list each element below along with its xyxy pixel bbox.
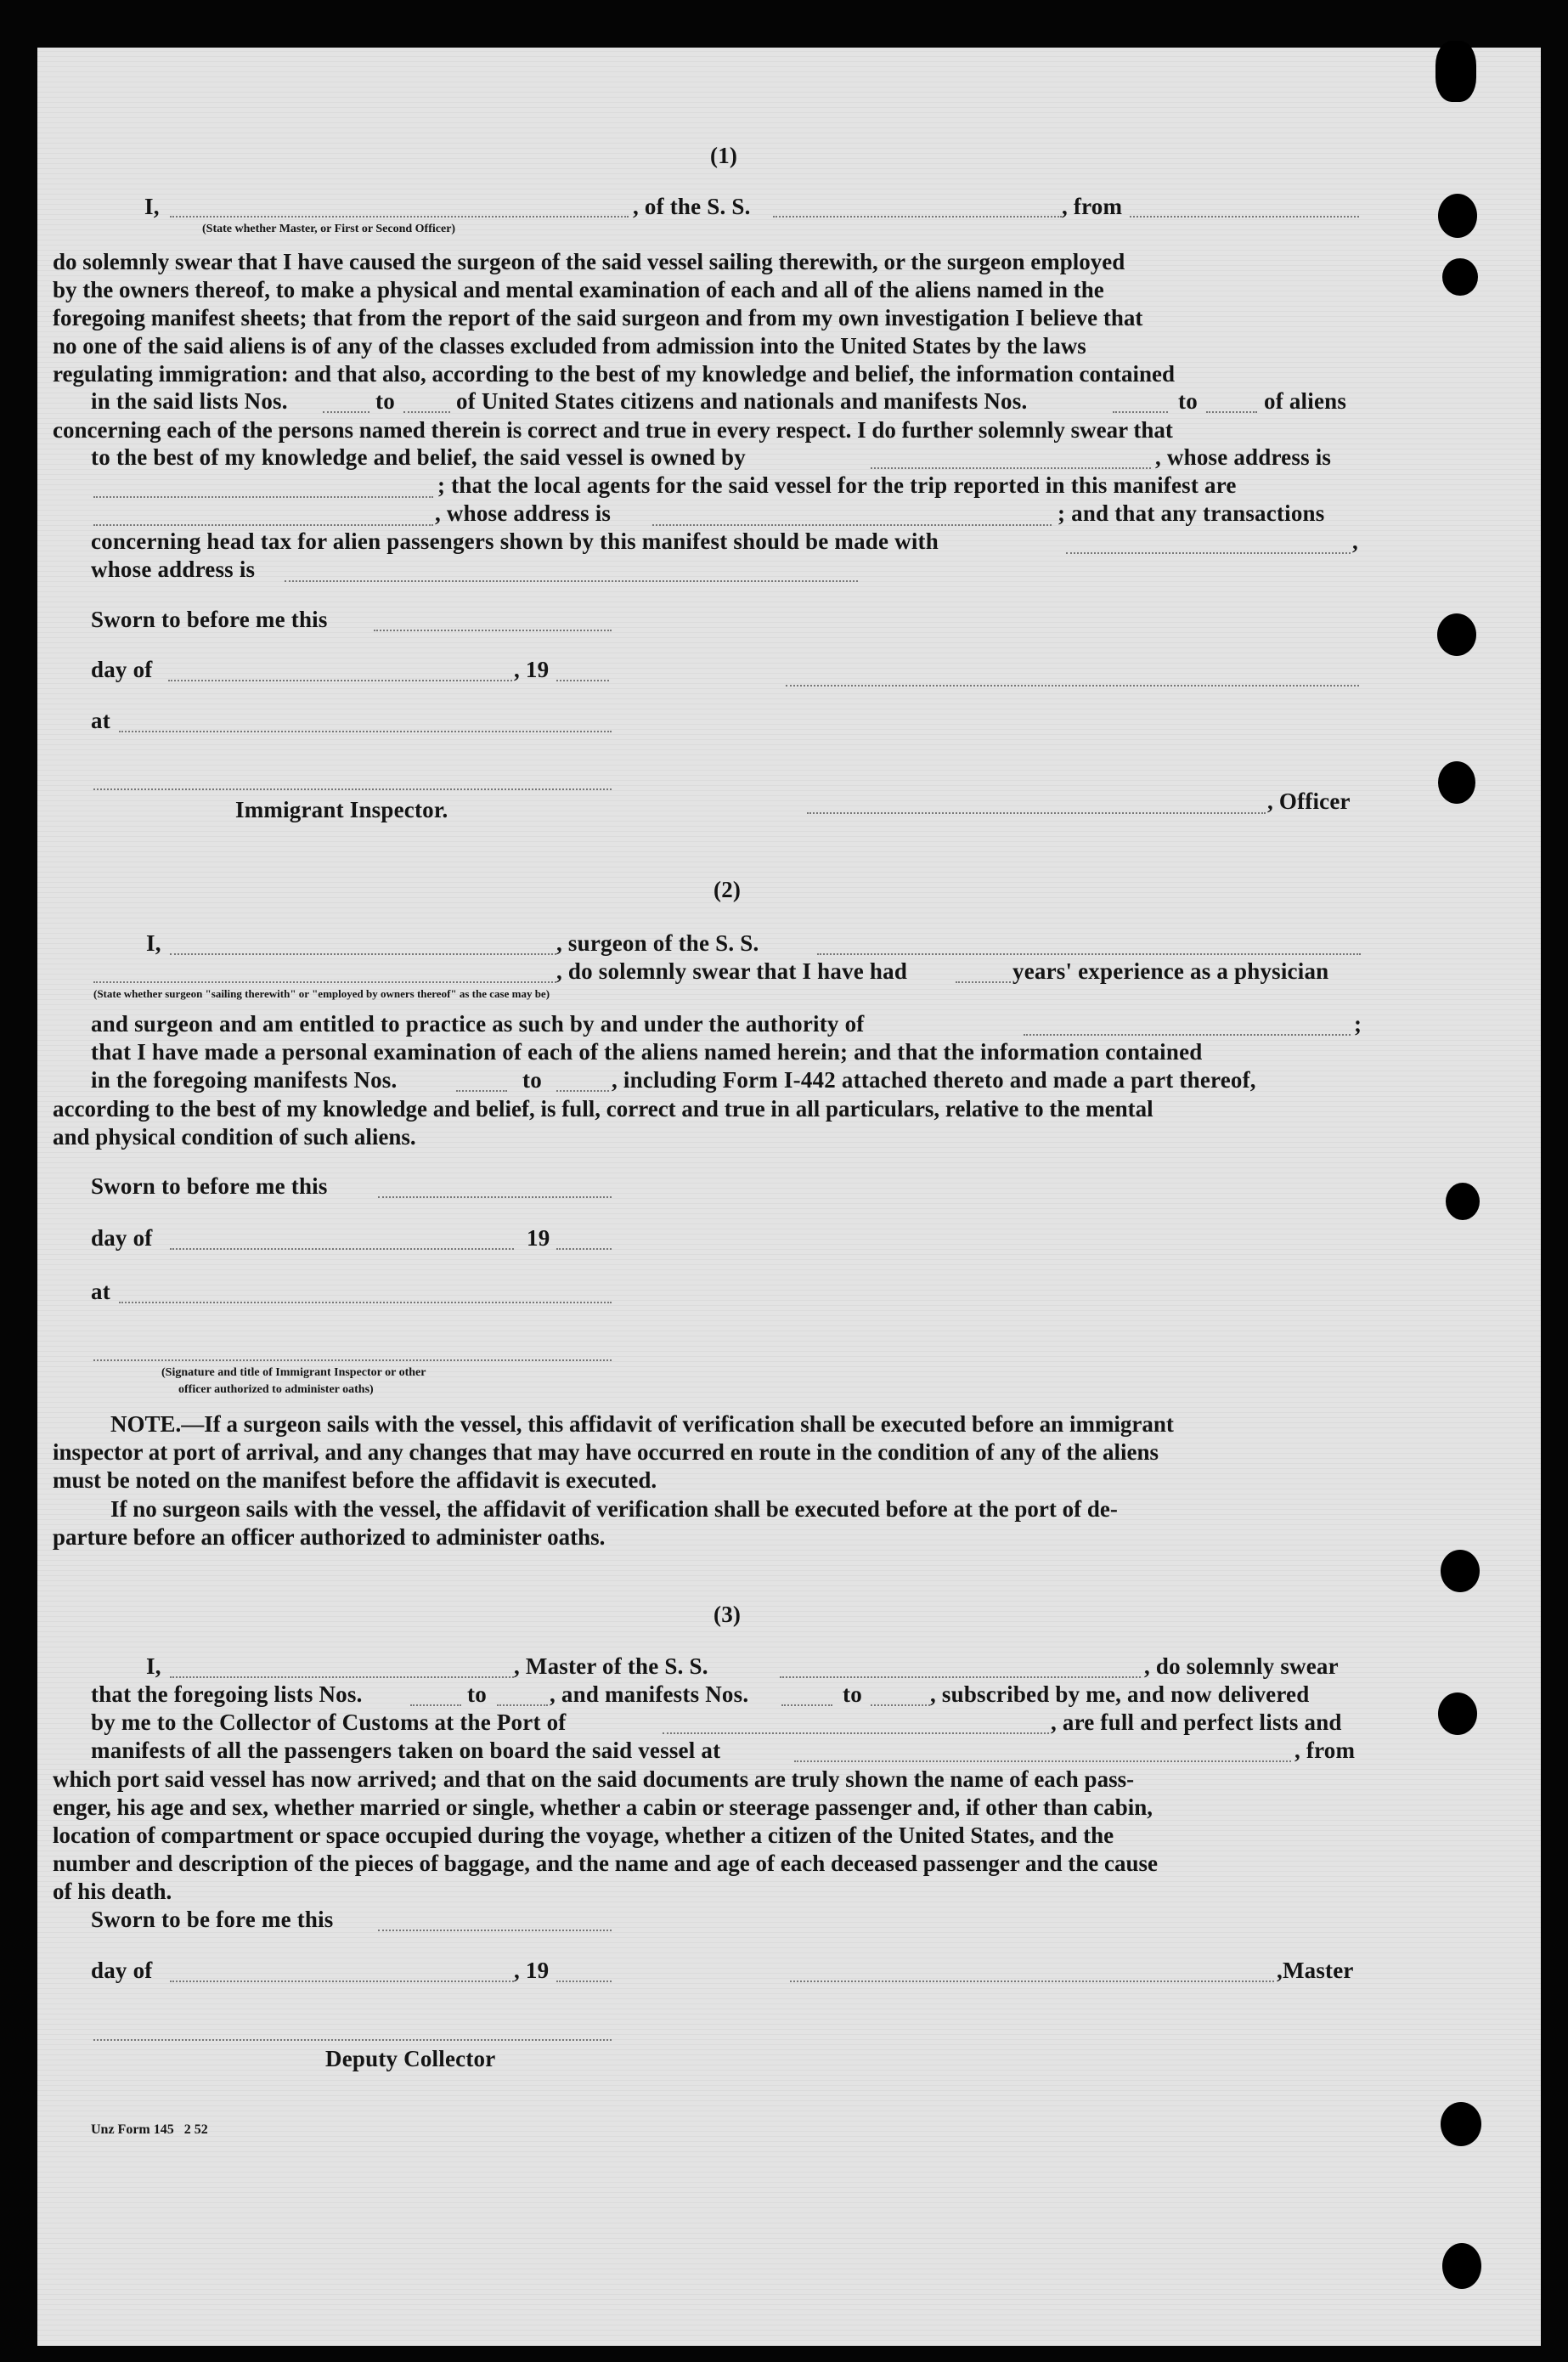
s2-para-line: and physical condition of such aliens.	[53, 1124, 416, 1150]
s2-sworn-field[interactable]	[378, 1196, 612, 1198]
s2-note-line: parture before an officer authorized to administer oaths.	[53, 1524, 606, 1550]
s2-swear-label: , do solemnly swear that I have had	[556, 958, 908, 984]
s2-years-label: years' experience as a physician	[1012, 958, 1329, 984]
s1-para-line: do solemnly swear that I have caused the surgeon of the said vessel sailing therewith, or the surgeon employed	[53, 249, 1125, 274]
s3-lists-c: , subscribed by me, and now delivered	[930, 1681, 1310, 1707]
s3-port-field[interactable]	[663, 1732, 1049, 1734]
binder-hole	[1437, 613, 1476, 656]
s1-whose-address-is: whose address is	[91, 557, 256, 582]
s2-year-field[interactable]	[556, 1248, 612, 1250]
s1-lists-from-field[interactable]	[323, 411, 369, 413]
s2-para-line: according to the best of my knowledge and belief, is full, correct and true in all particulars, relative to the mental	[53, 1096, 1153, 1122]
s2-years-field[interactable]	[956, 981, 1011, 983]
s3-deputy-signature-field[interactable]	[93, 2039, 612, 2041]
s1-manifests-to-field[interactable]	[1206, 411, 1257, 413]
binder-hole	[1438, 1692, 1477, 1735]
s1-head-tax-field[interactable]	[1066, 552, 1351, 554]
s1-owner-address-field[interactable]	[93, 496, 433, 498]
s1-lists-a: in the said lists Nos.	[91, 388, 288, 414]
s2-year-label: 19	[527, 1225, 550, 1251]
s1-transactions-label: ; and that any transactions	[1058, 500, 1325, 526]
s1-at-field[interactable]	[119, 731, 612, 732]
s3-lists-a: that the foregoing lists Nos.	[91, 1681, 363, 1707]
s2-signature-field[interactable]	[93, 1359, 612, 1361]
s3-year-label: , 19	[514, 1958, 550, 1983]
s1-lists-to-field[interactable]	[403, 411, 450, 413]
s3-lists-from-field[interactable]	[410, 1704, 461, 1706]
s2-paragraph-end	[53, 1095, 1361, 1151]
binder-hole	[1435, 41, 1476, 102]
s2-i-label: I,	[146, 930, 161, 956]
s3-para-line: enger, his age and sex, whether married or single, whether a cabin or steerage passenger and, if other than cabin,	[53, 1794, 1153, 1820]
s1-sworn-field[interactable]	[374, 630, 612, 631]
s2-at-field[interactable]	[119, 1302, 612, 1303]
s1-lists-b: of United States citizens and nationals and manifests Nos.	[456, 388, 1028, 414]
s1-sworn-label: Sworn to before me this	[91, 607, 328, 632]
s3-master-signature-field[interactable]	[790, 1981, 1274, 1982]
s1-head-tax-end: ,	[1352, 528, 1358, 554]
binder-hole	[1438, 194, 1477, 238]
s2-ship-name-field[interactable]	[817, 953, 1361, 955]
s1-year-field[interactable]	[556, 680, 609, 681]
s3-master-label: ,Master	[1277, 1958, 1354, 1983]
s3-collector-a: by me to the Collector of Customs at the Port of	[91, 1709, 567, 1735]
s3-para-line: which port said vessel has now arrived; and that on the said documents are truly shown the name of each pass-	[53, 1766, 1135, 1792]
s2-surgeon-status-field[interactable]	[93, 981, 556, 983]
s2-sig-hint-1: (Signature and title of Immigrant Inspector or other	[161, 1366, 426, 1379]
s3-taken-b: , from	[1294, 1738, 1356, 1763]
s3-taken-a: manifests of all the passengers taken on board the said vessel at	[91, 1738, 721, 1763]
s3-day-field[interactable]	[170, 1981, 514, 1982]
s3-day-of-label: day of	[91, 1958, 153, 1983]
s2-note-line: If no surgeon sails with the vessel, the affidavit of verification shall be executed before at the port of de-	[110, 1496, 1118, 1522]
binder-hole	[1446, 1183, 1480, 1220]
s1-officer-signature-field[interactable]	[786, 685, 1359, 687]
s1-para-line: no one of the said aliens is of any of the classes excluded from admission into the United States by the laws	[53, 333, 1086, 359]
s1-owner-address-label: , whose address is	[1155, 444, 1332, 470]
s1-lists-c: of aliens	[1264, 388, 1347, 414]
s2-at-label: at	[91, 1279, 110, 1304]
s1-agents-address-label: , whose address is	[435, 500, 612, 526]
s3-deputy-label: Deputy Collector	[325, 2046, 496, 2071]
s2-day-of-label: day of	[91, 1225, 153, 1251]
binder-hole	[1441, 2102, 1481, 2146]
binder-hole	[1438, 761, 1475, 804]
s3-manifests-to-field[interactable]	[871, 1704, 930, 1706]
section-3-number: (3)	[713, 1602, 742, 1627]
s2-note-line: inspector at port of arrival, and any changes that may have occurred en route in the condition of any of the aliens	[53, 1439, 1159, 1465]
s1-para-line: regulating immigration: and that also, according to the best of my knowledge and belief, the information contained	[53, 361, 1175, 387]
s3-para-line: number and description of the pieces of baggage, and the name and age of each deceased passenger and the cause	[53, 1851, 1159, 1876]
s2-surgeon-hint: (State whether surgeon "sailing therewith" or "employed by owners thereof" as the case may be)	[93, 987, 550, 1000]
s1-head-tax-label: concerning head tax for alien passengers shown by this manifest should be made with	[91, 528, 939, 554]
s1-year-label: , 19	[514, 657, 550, 682]
s3-sworn-label: Sworn to be fore me this	[91, 1907, 334, 1932]
s1-head-tax-address-field[interactable]	[285, 580, 858, 582]
s1-lists-to2: to	[1178, 388, 1198, 414]
s1-day-field[interactable]	[168, 680, 512, 681]
s3-i-label: I,	[146, 1653, 161, 1679]
s1-agents-label: ; that the local agents for the said vessel for the trip reported in this manifest are	[437, 472, 1237, 498]
s3-embark-port-field[interactable]	[794, 1760, 1291, 1762]
s3-swear-label: , do solemnly swear	[1144, 1653, 1339, 1679]
s2-surgeon-of-ss-label: , surgeon of the S. S.	[556, 930, 759, 956]
s3-master-of-ss-label: , Master of the S. S.	[514, 1653, 708, 1679]
s1-ship-name-field[interactable]	[773, 216, 1062, 218]
s3-manifests-from-field[interactable]	[781, 1704, 832, 1706]
s1-paragraph	[53, 248, 1361, 388]
s1-officer-hint: (State whether Master, or First or Second Officer)	[202, 223, 456, 235]
s2-sig-hint-2: officer authorized to administer oaths)	[178, 1383, 374, 1396]
s2-surgeon-name-field[interactable]	[170, 953, 556, 955]
s1-officer-label: , Officer	[1267, 788, 1351, 814]
s1-para-line: concerning each of the persons named therein is correct and true in every respect. I do further solemnly swear that	[53, 417, 1173, 443]
section-1-number: (1)	[710, 143, 738, 168]
s1-para-line: foregoing manifest sheets; that from the report of the said surgeon and from my own investigation I believe that	[53, 305, 1143, 331]
form-identifier: Unz Form 145 2 52	[91, 2122, 208, 2137]
binder-hole	[1442, 2243, 1481, 2289]
s1-para-line: by the owners thereof, to make a physical and mental examination of each and all of the aliens named in the	[53, 277, 1104, 302]
s3-lists-to1: to	[467, 1681, 487, 1707]
s2-authority-end: ;	[1354, 1011, 1362, 1037]
s1-agents-field[interactable]	[93, 524, 433, 526]
binder-hole	[1441, 1550, 1480, 1592]
s1-of-ss-label: , of the S. S.	[633, 194, 751, 219]
s3-lists-b: , and manifests Nos.	[550, 1681, 749, 1707]
s1-i-label: I,	[144, 194, 160, 219]
s3-para-line: of his death.	[53, 1879, 172, 1904]
s2-manifests-b: , including Form I-442 attached thereto and made a part thereof,	[612, 1067, 1256, 1093]
s2-authority-field[interactable]	[1024, 1034, 1351, 1036]
s2-authority-label: and surgeon and am entitled to practice as such by and under the authority of	[91, 1011, 865, 1037]
s1-at-label: at	[91, 708, 110, 733]
s2-sworn-label: Sworn to before me this	[91, 1173, 328, 1199]
s3-lists-to-field[interactable]	[497, 1704, 548, 1706]
s1-owned-label: to the best of my knowledge and belief, the said vessel is owned by	[91, 444, 746, 470]
s1-from-label: , from	[1062, 194, 1123, 219]
s1-officer-name-field[interactable]	[170, 216, 629, 218]
s1-agents-address-field[interactable]	[652, 524, 1052, 526]
s2-note-1	[53, 1410, 1361, 1495]
s3-lists-to2: to	[843, 1681, 862, 1707]
s1-owner-field[interactable]	[871, 467, 1151, 469]
s3-sworn-field[interactable]	[378, 1930, 612, 1931]
s2-day-field[interactable]	[170, 1248, 514, 1250]
s3-para-line: location of compartment or space occupied during the voyage, whether a citizen of the United States, and the	[53, 1822, 1114, 1848]
s2-manifests-a: in the foregoing manifests Nos.	[91, 1067, 398, 1093]
s3-ship-name-field[interactable]	[780, 1676, 1141, 1678]
s1-inspector-signature-field[interactable]	[93, 788, 612, 790]
s3-paragraph	[53, 1766, 1361, 1906]
s2-note-line: must be noted on the manifest before the affidavit is executed.	[53, 1467, 657, 1493]
s1-officer-title-field[interactable]	[807, 812, 1266, 814]
section-2-number: (2)	[713, 877, 742, 902]
s3-master-name-field[interactable]	[170, 1676, 514, 1678]
s1-lists-to1: to	[375, 388, 395, 414]
s2-note-line: NOTE.—If a surgeon sails with the vessel, this affidavit of verification shall be executed before an immigrant	[110, 1411, 1174, 1437]
s2-manifests-from-field[interactable]	[456, 1090, 507, 1092]
s1-from-port-field[interactable]	[1130, 216, 1359, 218]
s2-manifests-to-field[interactable]	[556, 1090, 609, 1092]
s2-exam-line: that I have made a personal examination of each of the aliens named herein; and that the information contained	[91, 1039, 1203, 1065]
s3-year-field[interactable]	[556, 1981, 612, 1982]
s1-manifests-from-field[interactable]	[1113, 411, 1168, 413]
s2-note-2	[53, 1495, 1361, 1551]
s1-inspector-label: Immigrant Inspector.	[235, 797, 448, 822]
s3-collector-b: , are full and perfect lists and	[1051, 1709, 1342, 1735]
s1-day-of-label: day of	[91, 657, 153, 682]
s2-manifests-to: to	[522, 1067, 542, 1093]
binder-hole	[1442, 258, 1478, 296]
s1-paragraph-2	[53, 416, 1361, 444]
